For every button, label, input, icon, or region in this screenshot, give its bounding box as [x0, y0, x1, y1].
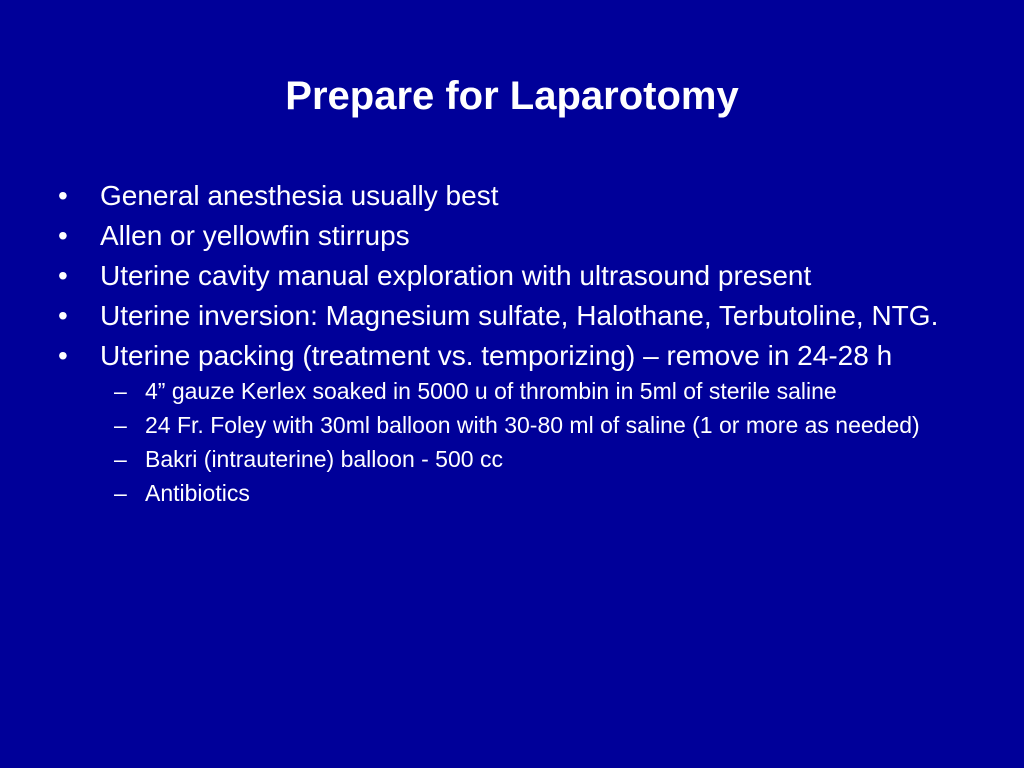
bullet-item — [56, 300, 976, 332]
bullet-text: Allen or yellowfin stirrups — [100, 220, 410, 251]
bullet-item — [56, 340, 976, 506]
bullet-list — [56, 180, 976, 514]
sub-bullet-marker: – — [114, 378, 127, 404]
sub-bullet-marker: – — [114, 412, 127, 438]
sub-bullet-marker: – — [114, 480, 127, 506]
bullet-text: Uterine cavity manual exploration with ultrasound present — [100, 260, 812, 291]
sub-bullet-text: 4” gauze Kerlex soaked in 5000 u of thrombin in 5ml of sterile saline — [145, 378, 837, 404]
bullet-item — [56, 220, 976, 252]
bullet-text: Uterine packing (treatment vs. temporizing) – remove in 24-28 h — [100, 340, 893, 371]
bullet-marker: • — [58, 180, 68, 211]
sub-bullet-text: Antibiotics — [145, 480, 250, 506]
sub-bullet-item — [100, 480, 976, 506]
bullet-item — [56, 180, 976, 212]
sub-bullet-item — [100, 446, 976, 472]
bullet-marker: • — [58, 220, 68, 251]
sub-bullet-item — [100, 378, 976, 404]
bullet-marker: • — [58, 340, 68, 371]
sub-bullet-list — [100, 378, 976, 506]
sub-bullet-marker: – — [114, 446, 127, 472]
slide-title: Prepare for Laparotomy — [285, 74, 739, 118]
bullet-text: General anesthesia usually best — [100, 180, 499, 211]
bullet-marker: • — [58, 260, 68, 291]
bullet-item — [56, 260, 976, 292]
sub-bullet-text: 24 Fr. Foley with 30ml balloon with 30-80 ml of saline (1 or more as needed) — [145, 412, 920, 438]
sub-bullet-text: Bakri (intrauterine) balloon - 500 cc — [145, 446, 503, 472]
bullet-marker: • — [58, 300, 68, 331]
sub-bullet-item — [100, 412, 976, 438]
bullet-text: Uterine inversion: Magnesium sulfate, Halothane, Terbutoline, NTG. — [100, 300, 939, 331]
